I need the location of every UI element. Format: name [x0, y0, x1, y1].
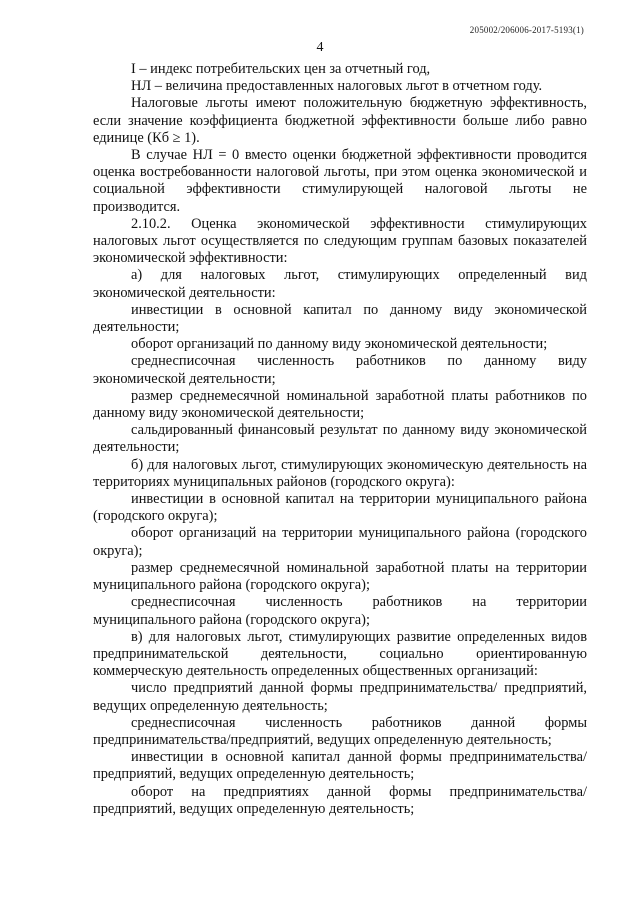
- list-item-a-investments: инвестиции в основной капитал по данному виду экономической деятельности;: [93, 301, 587, 336]
- list-item-a-wages: размер среднемесячной номинальной заработной платы работников по данному виду экономической деятельности;: [93, 387, 587, 422]
- list-item-b-headcount: среднесписочная численность работников на территории муниципального района (городского округа);: [93, 594, 587, 628]
- list-item-b: б) для налоговых льгот, стимулирующих экономическую деятельность на территориях муниципальных районов (городского округа):: [93, 456, 587, 490]
- list-item-a: а) для налоговых льгот, стимулирующих определенный вид экономической деятельности:: [93, 267, 587, 301]
- list-item-b-wages: размер среднемесячной номинальной заработной платы на территории муниципального района (городского округа);: [93, 559, 587, 594]
- list-item-v-investments: инвестиции в основной капитал данной формы предпринимательства/ предприятий, ведущих определенную деятельность;: [93, 749, 587, 783]
- list-item-b-investments: инвестиции в основной капитал на территории муниципального района (городского округа);: [93, 491, 587, 525]
- document-body: [93, 61, 587, 818]
- document-code: 205002/206006-2017-5193(1): [469, 25, 584, 35]
- list-item-a-financial-result: сальдированный финансовый результат по данному виду экономической деятельности;: [93, 422, 587, 456]
- paragraph-index-definition: I – индекс потребительских цен за отчетный год,: [131, 61, 431, 77]
- list-item-a-headcount: среднесписочная численность работников по данному виду экономической деятельности;: [93, 353, 587, 387]
- list-item-v: в) для налоговых льгот, стимулирующих развитие определенных видов предпринимательской деятельности, социально ориентированную коммерческую деятельность определенных общественных организаций:: [93, 628, 587, 680]
- list-item-b-turnover: оборот организаций на территории муниципального района (городского округа);: [93, 525, 587, 559]
- paragraph-nl-definition: НЛ – величина предоставленных налоговых льгот в отчетном году.: [131, 78, 543, 95]
- list-item-v-turnover: оборот на предприятиях данной формы предпринимательства/ предприятий, ведущих определенную деятельность;: [93, 783, 587, 817]
- list-item-v-headcount: среднесписочная численность работников данной формы предпринимательства/предприятий, ведущих определенную деятельность;: [93, 714, 587, 748]
- paragraph-positive-efficiency: Налоговые льготы имеют положительную бюджетную эффективность, если значение коэффициента бюджетной эффективности больше либо равно единице (Кб ≥ 1).: [93, 95, 587, 146]
- list-item-a-turnover: оборот организаций по данному виду экономической деятельности;: [131, 336, 548, 353]
- paragraph-zero-case: В случае НЛ = 0 вместо оценки бюджетной эффективности проводится оценка востребованности налоговой льготы, при этом оценка экономической и социальной эффективности стимулирующей налоговой льготы не производится.: [93, 147, 587, 215]
- list-item-v-count: число предприятий данной формы предпринимательства/ предприятий, ведущих определенную деятельность;: [93, 680, 587, 714]
- page-number: 4: [316, 40, 324, 55]
- paragraph-section-2-10-2: 2.10.2. Оценка экономической эффективности стимулирующих налоговых льгот осуществляется по следующим группам базовых показателей экономической эффективности:: [93, 215, 587, 267]
